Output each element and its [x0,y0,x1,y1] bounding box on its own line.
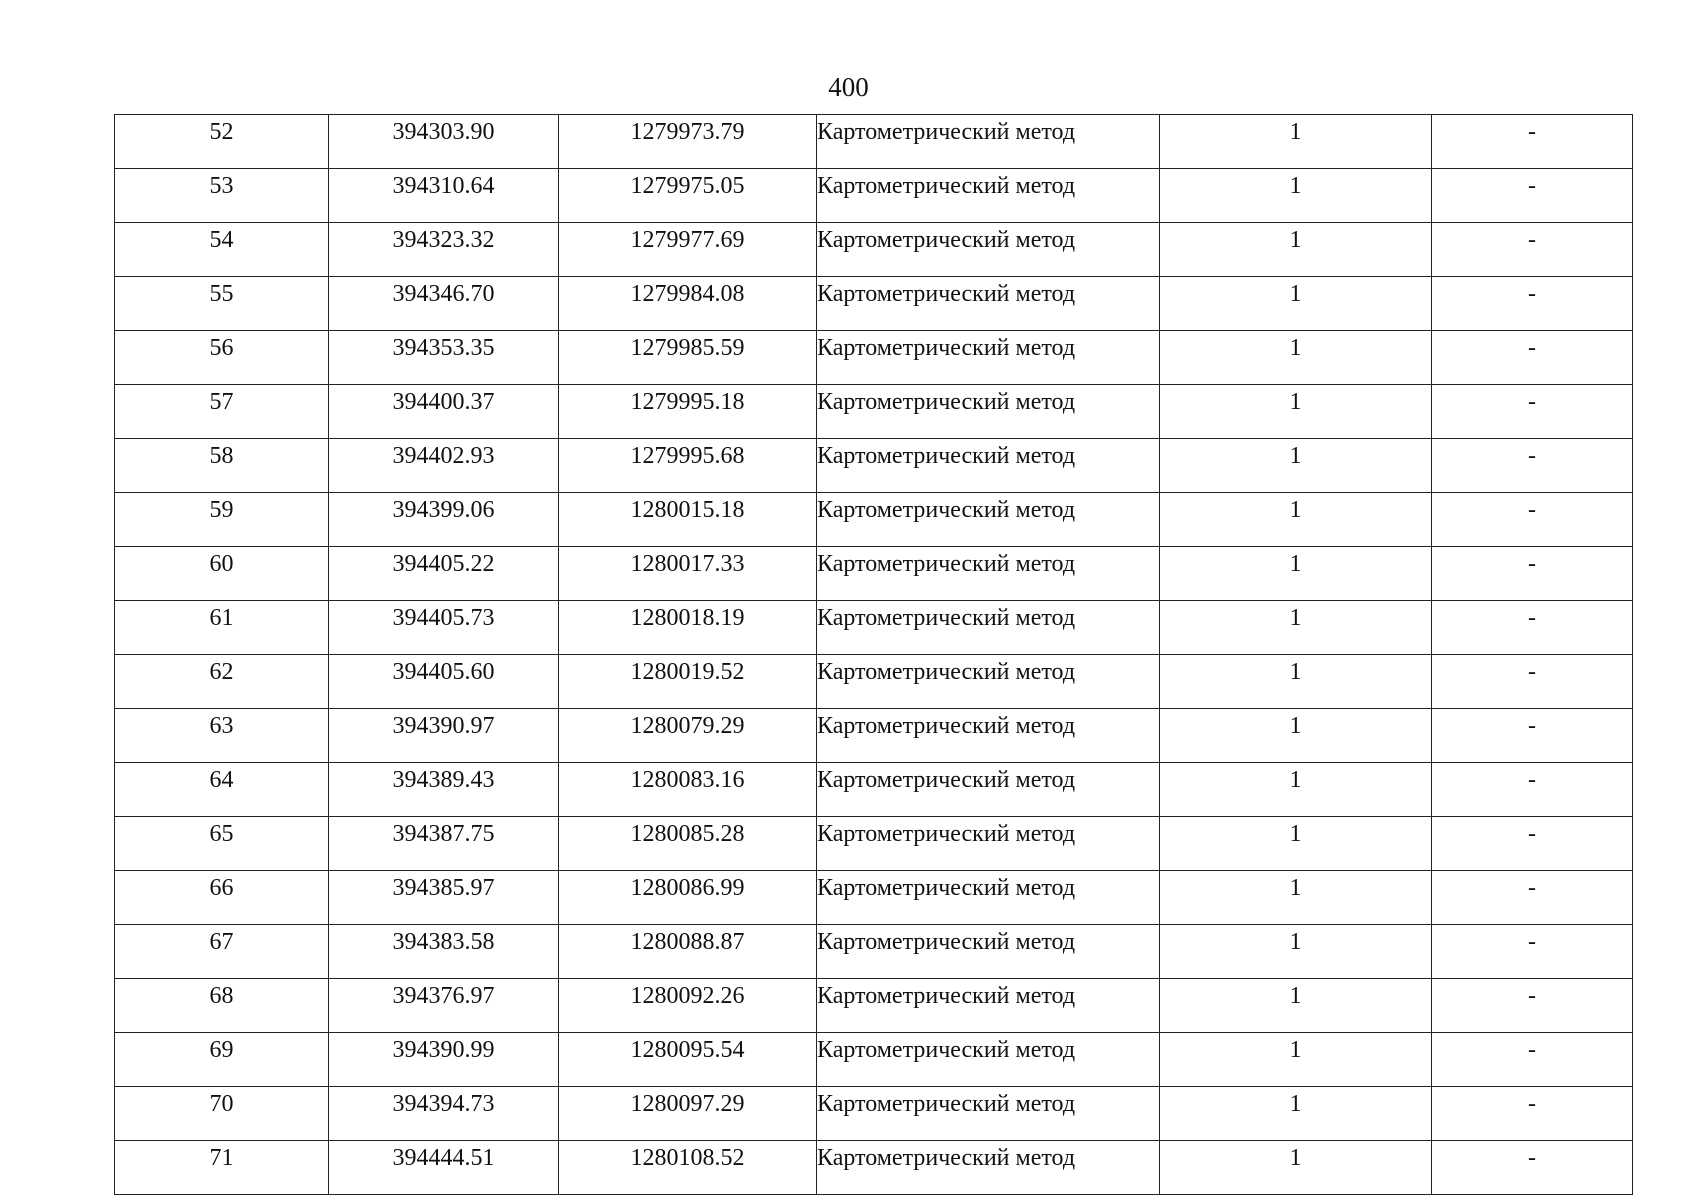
accuracy-cell: 1 [1160,115,1432,169]
table-row [115,115,1633,169]
description-cell: - [1432,1141,1633,1195]
y-coordinate-cell: 1279984.08 [559,277,817,331]
method-cell: Картометрический метод [817,223,1160,277]
y-coordinate-cell: 1280019.52 [559,655,817,709]
description-cell: - [1432,493,1633,547]
table-row [115,925,1633,979]
point-number-cell: 66 [115,871,329,925]
point-number-cell: 61 [115,601,329,655]
x-coordinate-cell: 394310.64 [329,169,559,223]
method-cell: Картометрический метод [817,547,1160,601]
accuracy-cell: 1 [1160,277,1432,331]
y-coordinate-cell: 1280097.29 [559,1087,817,1141]
y-coordinate-cell: 1279975.05 [559,169,817,223]
point-number-cell: 70 [115,1087,329,1141]
table-row [115,1141,1633,1195]
point-number-cell: 59 [115,493,329,547]
table-row [115,655,1633,709]
y-coordinate-cell: 1279995.18 [559,385,817,439]
y-coordinate-cell: 1279985.59 [559,331,817,385]
method-cell: Картометрический метод [817,979,1160,1033]
point-number-cell: 68 [115,979,329,1033]
x-coordinate-cell: 394383.58 [329,925,559,979]
description-cell: - [1432,817,1633,871]
x-coordinate-cell: 394387.75 [329,817,559,871]
table-row [115,763,1633,817]
method-cell: Картометрический метод [817,817,1160,871]
method-cell: Картометрический метод [817,493,1160,547]
x-coordinate-cell: 394390.99 [329,1033,559,1087]
accuracy-cell: 1 [1160,547,1432,601]
accuracy-cell: 1 [1160,763,1432,817]
description-cell: - [1432,385,1633,439]
method-cell: Картометрический метод [817,763,1160,817]
x-coordinate-cell: 394390.97 [329,709,559,763]
accuracy-cell: 1 [1160,493,1432,547]
method-cell: Картометрический метод [817,385,1160,439]
table-row [115,871,1633,925]
method-cell: Картометрический метод [817,709,1160,763]
table-row [115,169,1633,223]
description-cell: - [1432,223,1633,277]
x-coordinate-cell: 394394.73 [329,1087,559,1141]
accuracy-cell: 1 [1160,817,1432,871]
accuracy-cell: 1 [1160,331,1432,385]
description-cell: - [1432,115,1633,169]
x-coordinate-cell: 394405.22 [329,547,559,601]
table-row [115,817,1633,871]
accuracy-cell: 1 [1160,169,1432,223]
point-number-cell: 56 [115,331,329,385]
accuracy-cell: 1 [1160,223,1432,277]
table-row [115,439,1633,493]
accuracy-cell: 1 [1160,925,1432,979]
description-cell: - [1432,547,1633,601]
table-row [115,493,1633,547]
table-row [115,385,1633,439]
x-coordinate-cell: 394376.97 [329,979,559,1033]
description-cell: - [1432,1033,1633,1087]
y-coordinate-cell: 1280108.52 [559,1141,817,1195]
accuracy-cell: 1 [1160,709,1432,763]
y-coordinate-cell: 1280083.16 [559,763,817,817]
x-coordinate-cell: 394399.06 [329,493,559,547]
table-row [115,601,1633,655]
x-coordinate-cell: 394323.32 [329,223,559,277]
accuracy-cell: 1 [1160,1087,1432,1141]
point-number-cell: 62 [115,655,329,709]
accuracy-cell: 1 [1160,439,1432,493]
y-coordinate-cell: 1279973.79 [559,115,817,169]
method-cell: Картометрический метод [817,601,1160,655]
table-row [115,277,1633,331]
point-number-cell: 60 [115,547,329,601]
x-coordinate-cell: 394400.37 [329,385,559,439]
description-cell: - [1432,601,1633,655]
y-coordinate-cell: 1280092.26 [559,979,817,1033]
table-row [115,547,1633,601]
y-coordinate-cell: 1279995.68 [559,439,817,493]
table-row [115,1033,1633,1087]
y-coordinate-cell: 1280095.54 [559,1033,817,1087]
method-cell: Картометрический метод [817,871,1160,925]
description-cell: - [1432,763,1633,817]
description-cell: - [1432,277,1633,331]
method-cell: Картометрический метод [817,115,1160,169]
x-coordinate-cell: 394353.35 [329,331,559,385]
point-number-cell: 71 [115,1141,329,1195]
description-cell: - [1432,655,1633,709]
method-cell: Картометрический метод [817,277,1160,331]
point-number-cell: 63 [115,709,329,763]
table-row [115,1087,1633,1141]
method-cell: Картометрический метод [817,439,1160,493]
y-coordinate-cell: 1280085.28 [559,817,817,871]
accuracy-cell: 1 [1160,1141,1432,1195]
y-coordinate-cell: 1280088.87 [559,925,817,979]
method-cell: Картометрический метод [817,655,1160,709]
point-number-cell: 58 [115,439,329,493]
method-cell: Картометрический метод [817,1141,1160,1195]
y-coordinate-cell: 1280086.99 [559,871,817,925]
table-row [115,223,1633,277]
coordinates-table-body [115,115,1633,1195]
description-cell: - [1432,871,1633,925]
point-number-cell: 53 [115,169,329,223]
x-coordinate-cell: 394303.90 [329,115,559,169]
point-number-cell: 52 [115,115,329,169]
method-cell: Картометрический метод [817,1087,1160,1141]
accuracy-cell: 1 [1160,1033,1432,1087]
y-coordinate-cell: 1280018.19 [559,601,817,655]
x-coordinate-cell: 394402.93 [329,439,559,493]
point-number-cell: 57 [115,385,329,439]
accuracy-cell: 1 [1160,979,1432,1033]
point-number-cell: 64 [115,763,329,817]
y-coordinate-cell: 1280017.33 [559,547,817,601]
x-coordinate-cell: 394405.73 [329,601,559,655]
method-cell: Картометрический метод [817,925,1160,979]
accuracy-cell: 1 [1160,601,1432,655]
x-coordinate-cell: 394389.43 [329,763,559,817]
table-row [115,331,1633,385]
accuracy-cell: 1 [1160,655,1432,709]
description-cell: - [1432,331,1633,385]
page-number: 400 [828,72,869,102]
y-coordinate-cell: 1280079.29 [559,709,817,763]
y-coordinate-cell: 1280015.18 [559,493,817,547]
description-cell: - [1432,1087,1633,1141]
table-row [115,979,1633,1033]
description-cell: - [1432,979,1633,1033]
x-coordinate-cell: 394346.70 [329,277,559,331]
description-cell: - [1432,439,1633,493]
method-cell: Картометрический метод [817,331,1160,385]
point-number-cell: 54 [115,223,329,277]
method-cell: Картометрический метод [817,169,1160,223]
x-coordinate-cell: 394444.51 [329,1141,559,1195]
x-coordinate-cell: 394405.60 [329,655,559,709]
table-row [115,709,1633,763]
point-number-cell: 69 [115,1033,329,1087]
y-coordinate-cell: 1279977.69 [559,223,817,277]
x-coordinate-cell: 394385.97 [329,871,559,925]
description-cell: - [1432,169,1633,223]
method-cell: Картометрический метод [817,1033,1160,1087]
description-cell: - [1432,925,1633,979]
coordinates-table [114,114,1633,1195]
point-number-cell: 67 [115,925,329,979]
accuracy-cell: 1 [1160,385,1432,439]
description-cell: - [1432,709,1633,763]
point-number-cell: 55 [115,277,329,331]
point-number-cell: 65 [115,817,329,871]
accuracy-cell: 1 [1160,871,1432,925]
